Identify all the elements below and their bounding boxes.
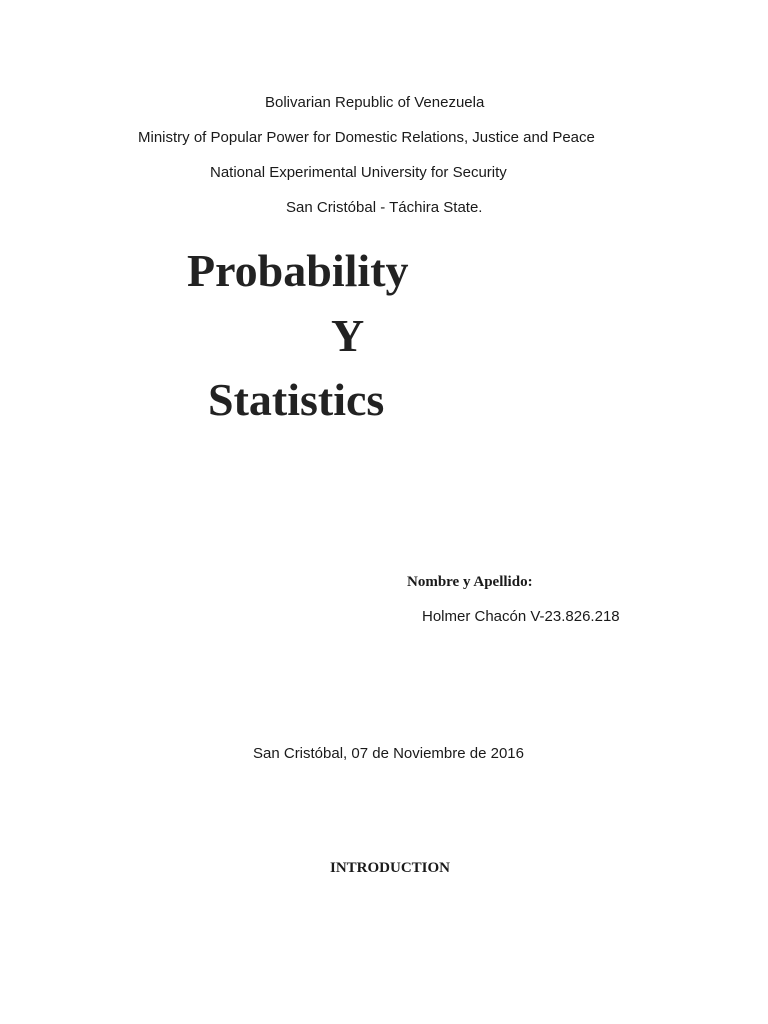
- author-label: Nombre y Apellido:: [407, 574, 533, 590]
- header-university: National Experimental University for Security: [210, 164, 507, 181]
- title-statistics: Statistics: [208, 374, 385, 425]
- header-ministry: Ministry of Popular Power for Domestic Relations, Justice and Peace: [138, 129, 595, 146]
- header-location: San Cristóbal - Táchira State.: [286, 199, 483, 216]
- title-conjunction: Y: [331, 310, 365, 361]
- author-name: Holmer Chacón V-23.826.218: [422, 608, 620, 625]
- title-probability: Probability: [187, 245, 409, 296]
- header-republic: Bolivarian Republic of Venezuela: [265, 94, 485, 111]
- place-date: San Cristóbal, 07 de Noviembre de 2016: [253, 745, 524, 762]
- section-heading-introduction: INTRODUCTION: [330, 860, 451, 876]
